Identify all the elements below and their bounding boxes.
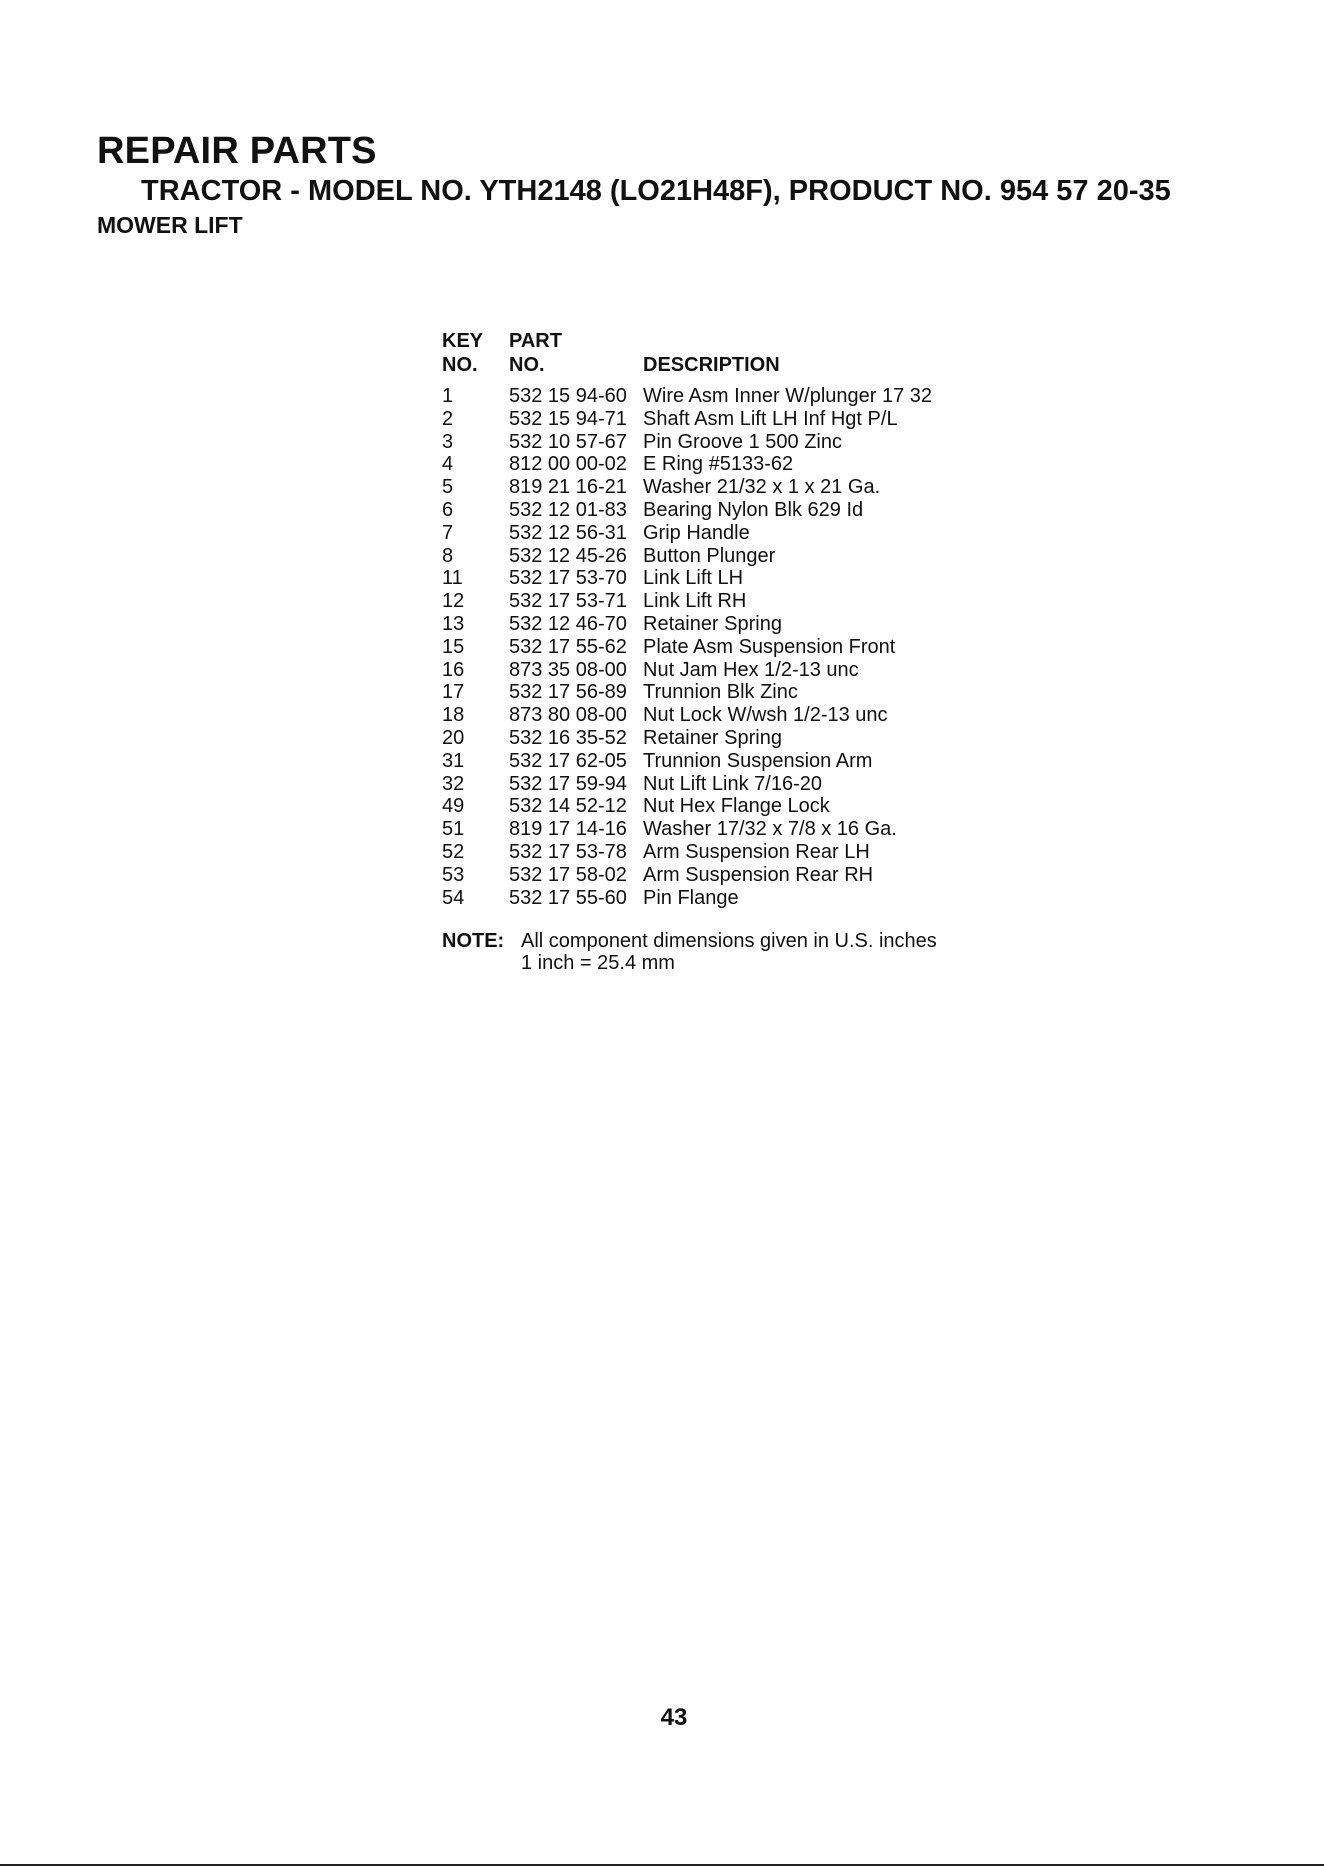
key-cell: 54 <box>442 886 465 909</box>
part-number-cell: 819 21 16-21 <box>509 476 627 499</box>
description-cell: Retainer Spring <box>643 612 782 635</box>
table-row <box>442 476 1002 499</box>
part-number-cell: 532 16 35-52 <box>509 726 627 749</box>
key-cell: 2 <box>442 407 454 430</box>
table-row <box>442 681 1002 704</box>
key-cell: 12 <box>442 590 465 613</box>
note-line-2: 1 inch = 25.4 mm <box>521 952 675 974</box>
table-row <box>442 385 1002 408</box>
key-cell: 16 <box>442 658 465 681</box>
parts-table-body <box>442 385 1002 909</box>
section-title: MOWER LIFT <box>97 212 243 238</box>
key-cell: 31 <box>442 749 465 772</box>
table-row <box>442 727 1002 750</box>
description-cell: E Ring #5133-62 <box>643 453 794 476</box>
header-spacer <box>643 329 1002 353</box>
key-column-header-no: NO. <box>442 354 478 376</box>
description-cell: Plate Asm Suspension Front <box>643 635 896 658</box>
description-column-header: DESCRIPTION <box>643 354 780 376</box>
key-cell: 20 <box>442 726 465 749</box>
key-cell: 49 <box>442 795 465 818</box>
part-number-cell: 873 35 08-00 <box>509 658 627 681</box>
description-cell: Nut Lift Link 7/16-20 <box>643 772 822 795</box>
key-cell: 15 <box>442 635 465 658</box>
page-title: REPAIR PARTS <box>97 130 377 172</box>
part-number-cell: 532 17 55-62 <box>509 635 627 658</box>
part-column-header: PART <box>509 330 562 352</box>
part-number-cell: 532 17 62-05 <box>509 749 627 772</box>
part-number-cell: 532 15 94-71 <box>509 407 627 430</box>
key-cell: 1 <box>442 385 454 407</box>
description-cell: Retainer Spring <box>643 726 782 749</box>
key-cell: 17 <box>442 681 465 704</box>
table-row <box>442 750 1002 773</box>
table-row <box>442 453 1002 476</box>
part-number-cell: 532 17 56-89 <box>509 681 627 704</box>
parts-table-header-row-2 <box>442 353 1002 377</box>
part-number-cell: 532 17 59-94 <box>509 772 627 795</box>
parts-table-header-row-1 <box>442 329 1002 353</box>
part-number-cell: 532 17 55-60 <box>509 886 627 909</box>
key-cell: 7 <box>442 521 454 544</box>
table-row <box>442 841 1002 864</box>
key-cell: 51 <box>442 818 465 841</box>
key-column-header: KEY <box>442 330 484 352</box>
table-row <box>442 567 1002 590</box>
description-cell: Washer 17/32 x 7/8 x 16 Ga. <box>643 818 897 841</box>
page-number: 43 <box>660 1704 688 1731</box>
table-row <box>442 818 1002 841</box>
description-cell: Washer 21/32 x 1 x 21 Ga. <box>643 476 881 499</box>
description-cell: Shaft Asm Lift LH Inf Hgt P/L <box>643 407 898 430</box>
description-cell: Wire Asm Inner W/plunger 17 32 <box>643 385 933 407</box>
description-cell: Trunnion Suspension Arm <box>643 749 873 772</box>
key-cell: 5 <box>442 476 454 499</box>
table-row <box>442 636 1002 659</box>
part-number-cell: 532 17 53-70 <box>509 567 627 590</box>
key-cell: 18 <box>442 704 465 727</box>
bottom-divider <box>0 1864 1324 1866</box>
part-number-cell: 873 80 08-00 <box>509 704 627 727</box>
table-row <box>442 545 1002 568</box>
description-cell: Pin Flange <box>643 886 739 909</box>
table-row <box>442 408 1002 431</box>
note-label: NOTE: <box>442 930 505 952</box>
part-number-cell: 532 17 53-78 <box>509 840 627 863</box>
part-number-cell: 532 17 58-02 <box>509 863 627 886</box>
description-cell: Nut Hex Flange Lock <box>643 795 830 818</box>
dimension-note <box>442 930 937 974</box>
table-row <box>442 522 1002 545</box>
table-row <box>442 613 1002 636</box>
description-cell: Bearing Nylon Blk 629 Id <box>643 498 864 521</box>
table-row <box>442 659 1002 682</box>
table-row <box>442 887 1002 910</box>
description-cell: Arm Suspension Rear RH <box>643 863 874 886</box>
part-number-cell: 812 00 00-02 <box>509 453 627 476</box>
part-number-cell: 532 12 01-83 <box>509 498 627 521</box>
part-number-cell: 532 12 56-31 <box>509 521 627 544</box>
part-number-cell: 532 17 53-71 <box>509 590 627 613</box>
part-number-cell: 532 12 46-70 <box>509 612 627 635</box>
description-cell: Arm Suspension Rear LH <box>643 840 870 863</box>
part-number-cell: 532 10 57-67 <box>509 430 627 453</box>
table-row <box>442 431 1002 454</box>
key-cell: 8 <box>442 544 454 567</box>
key-cell: 11 <box>442 567 463 590</box>
description-cell: Pin Groove 1 500 Zinc <box>643 430 842 453</box>
key-cell: 53 <box>442 863 465 886</box>
part-column-header-no: NO. <box>509 354 545 376</box>
note-line-1: All component dimensions given in U.S. inches <box>521 930 937 952</box>
table-row <box>442 499 1002 522</box>
key-cell: 4 <box>442 453 454 476</box>
description-cell: Link Lift LH <box>643 567 744 590</box>
key-cell: 52 <box>442 840 465 863</box>
description-cell: Button Plunger <box>643 544 776 567</box>
table-row <box>442 864 1002 887</box>
table-row <box>442 704 1002 727</box>
part-number-cell: 532 14 52-12 <box>509 795 627 818</box>
description-cell: Grip Handle <box>643 521 750 544</box>
model-subtitle: TRACTOR - MODEL NO. YTH2148 (LO21H48F), PRODUCT NO. 954 57 20-35 <box>141 175 1171 207</box>
table-row <box>442 795 1002 818</box>
key-cell: 6 <box>442 498 454 521</box>
description-cell: Nut Jam Hex 1/2-13 unc <box>643 658 859 681</box>
note-text <box>521 930 937 974</box>
description-cell: Trunnion Blk Zinc <box>643 681 798 704</box>
part-number-cell: 819 17 14-16 <box>509 818 627 841</box>
key-cell: 32 <box>442 772 465 795</box>
part-number-cell: 532 12 45-26 <box>509 544 627 567</box>
parts-table <box>442 329 1002 909</box>
key-cell: 13 <box>442 612 465 635</box>
key-cell: 3 <box>442 430 454 453</box>
table-row <box>442 773 1002 796</box>
description-cell: Nut Lock W/wsh 1/2-13 unc <box>643 704 888 727</box>
description-cell: Link Lift RH <box>643 590 747 613</box>
table-row <box>442 590 1002 613</box>
part-number-cell: 532 15 94-60 <box>509 385 627 407</box>
